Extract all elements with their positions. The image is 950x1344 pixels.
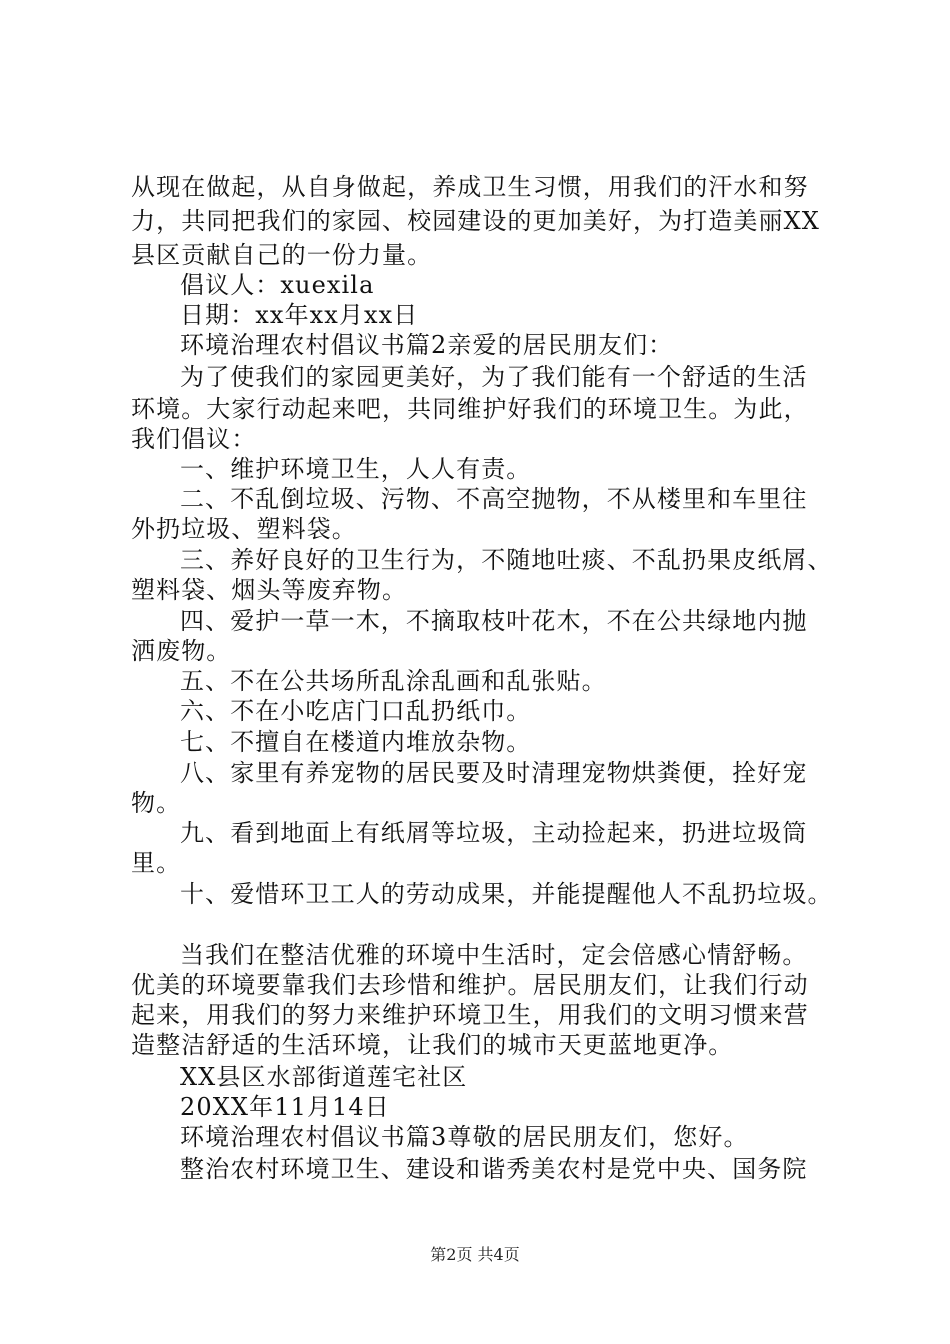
signature-line: XX县区水部街道莲宅社区: [180, 1063, 468, 1091]
body-line: 当我们在整洁优雅的环境中生活时，定会倍感心情舒畅。: [180, 941, 808, 969]
list-item: 里。: [131, 849, 182, 877]
body-line: 造整洁舒适的生活环境，让我们的城市天更蓝地更净。: [131, 1031, 734, 1059]
body-line: 优美的环境要靠我们去珍惜和维护。居民朋友们，让我们行动: [131, 971, 809, 999]
list-item: 四、爱护一草一木，不摘取枝叶花木，不在公共绿地内抛: [180, 607, 808, 635]
section-heading: 环境治理农村倡议书篇2亲爱的居民朋友们：: [180, 331, 674, 359]
body-line: 环境。大家行动起来吧，共同维护好我们的环境卫生。为此，: [131, 395, 809, 423]
page-number: 第2页 共4页: [430, 1245, 520, 1264]
list-item: 塑料袋、烟头等废弃物。: [131, 576, 408, 604]
list-item: 二、不乱倒垃圾、污物、不高空抛物，不从楼里和车里往: [180, 485, 808, 513]
list-item: 七、不擅自在楼道内堆放杂物。: [180, 728, 532, 756]
body-line: 力，共同把我们的家园、校园建设的更加美好，为打造美丽XX: [131, 207, 820, 235]
body-line: 日期：xx年xx月xx日: [180, 301, 419, 329]
list-item: 物。: [131, 789, 182, 817]
body-line: 起来，用我们的努力来维护环境卫生，用我们的文明习惯来营: [131, 1001, 809, 1029]
body-line: 从现在做起，从自身做起，养成卫生习惯，用我们的汗水和努: [131, 173, 809, 201]
body-line: 为了使我们的家园更美好，为了我们能有一个舒适的生活: [180, 363, 808, 391]
body-line: 整治农村环境卫生、建设和谐秀美农村是党中央、国务院: [180, 1155, 808, 1183]
list-item: 洒废物。: [131, 637, 232, 665]
list-item: 十、爱惜环卫工人的劳动成果，并能提醒他人不乱扔垃圾。: [180, 880, 833, 908]
list-item: 三、养好良好的卫生行为，不随地吐痰、不乱扔果皮纸屑、: [180, 546, 833, 574]
list-item: 六、不在小吃店门口乱扔纸巾。: [180, 697, 532, 725]
section-heading: 环境治理农村倡议书篇3尊敬的居民朋友们，您好。: [180, 1123, 749, 1151]
list-item: 八、家里有养宠物的居民要及时清理宠物烘粪便，拴好宠: [180, 759, 808, 787]
body-line: 我们倡议：: [131, 425, 257, 453]
list-item: 五、不在公共场所乱涂乱画和乱张贴。: [180, 667, 607, 695]
list-item: 一、维护环境卫生，人人有责。: [180, 455, 532, 483]
list-item: 外扔垃圾、塑料袋。: [131, 515, 357, 543]
list-item: 九、看到地面上有纸屑等垃圾，主动捡起来，扔进垃圾筒: [180, 819, 808, 847]
body-line: 倡议人：xuexila: [180, 271, 375, 299]
date-line: 20XX年11月14日: [180, 1093, 390, 1121]
body-line: 县区贡献自己的一份力量。: [131, 241, 433, 269]
